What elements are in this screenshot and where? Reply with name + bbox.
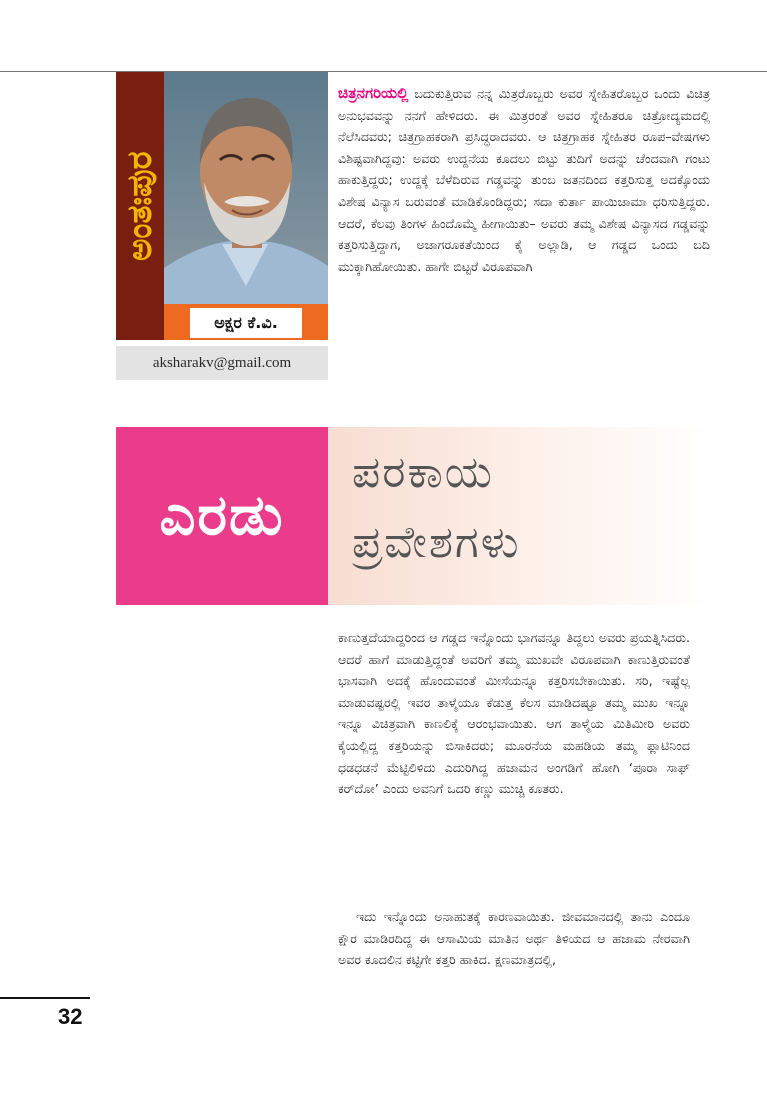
footer-rule	[0, 997, 90, 999]
intro-lead-word: ಚಿತ್ರನಗರಿಯಲ್ಲಿ	[338, 84, 409, 102]
intro-text: ಬದುಕುತ್ತಿರುವ ನನ್ನ ಮಿತ್ರರೊಬ್ಬರು ಅವರ ಸ್ನೇಹಿತರೊಬ್ಬರ ಒಂದು ವಿಚಿತ್ರ ಅನುಭವವನ್ನು ನನಗೆ ಹೇಳಿದರು. ಈ ಮಿತ್ರರಂತೆ ಅವರ ಸ್ನೇಹಿತರೂ ಚಿತ್ರೋದ್ಯಮದಲ್ಲಿ ನೆಲೆಸಿದವರು; ಚಿತ್ರಗ್ರಾಹಕರಾಗಿ ಪ್ರಸಿದ್ಧರಾದವರು. ಆ ಚಿತ್ರಗ್ರಾಹಕ ಸ್ನೇಹಿತರ ರೂಪ–ವೇಷಗಳು ವಿಶಿಷ್ಟವಾಗಿದ್ದವು: ಅವರು ಉದ್ದನೆಯ ಕೂದಲು ಬಿಟ್ಟು ತುದಿಗೆ ಅದನ್ನು ಚೆಂದವಾಗಿ ಗಂಟು ಹಾಕುತ್ತಿದ್ದರು; ಉದ್ದಕ್ಕೆ ಬೆಳೆದಿರುವ ಗಡ್ಡವನ್ನು ತುಂಬ ಜತನದಿಂದ ಕತ್ತರಿಸುತ್ತ ಅದಕ್ಕೊಂದು ವಿಶೇಷ ವಿನ್ಯಾಸ ಬರುವಂತೆ ಮಾಡಿಕೊಂಡಿದ್ದರು; ಸದಾ ಕುರ್ತಾ ಪಾಯಿಜಾಮಾ ಧರಿಸುತ್ತಿದ್ದರು. ಆದರೆ, ಕೆಲವು ತಿಂಗಳ ಹಿಂದೊಮ್ಮೆ ಹೀಗಾಯಿತು– ಅವರು ತಮ್ಮ ವಿಶೇಷ ವಿನ್ಯಾಸದ ಗಡ್ಡವನ್ನು ಕತ್ತರಿಸುತ್ತಿದ್ದಾಗ, ಅಜಾಗರೂಕತೆಯಿಂದ ಕೈ ಅಲ್ಲಾಡಿ, ಆ ಗಡ್ಡದ ಒಂದು ಬದಿ ಮುಕ್ಕಾಗಿಹೋಯಿತು. ಹಾಗೇ ಬಿಟ್ಟರೆ ವಿರೂಪವಾಗಿ	[338, 86, 710, 274]
second-paragraph: ಇದು ಇನ್ನೊಂದು ಅನಾಹುತಕ್ಕೆ ಕಾರಣವಾಯಿತು. ಜೀವಮಾನದಲ್ಲಿ ತಾನು ಎಂದೂ ಕ್ಷೌರ ಮಾಡಿರದಿದ್ದ ಈ ಆಸಾಮಿಯ ಮಾತಿನ ಅರ್ಥ ತಿಳಿಯದ ಆ ಹಜಾಮ ನೇರವಾಗಿ ಅವರ ಕೂದಲಿನ ಕಟ್ಟಿಗೇ ಕತ್ತರಿ ಹಾಕಿದ. ಕ್ಷಣಮಾತ್ರದಲ್ಲಿ,	[338, 909, 690, 968]
intro-paragraph	[338, 83, 710, 277]
author-email[interactable]: aksharakv@gmail.com	[116, 346, 328, 380]
page-number: 32	[58, 1004, 83, 1029]
headline-title-line-2: ಪ್ರವೇಶಗಳು	[352, 517, 521, 568]
column-name-strip	[116, 72, 164, 340]
headline-kicker: ಎರಡು	[159, 483, 285, 548]
headline-kicker-box	[116, 427, 328, 605]
column-name: ಅಂತಃಪುರ	[120, 151, 160, 261]
author-name-bar	[164, 304, 328, 340]
author-photo	[164, 72, 328, 304]
headline-title-line-1: ಪರಕಾಯ	[352, 447, 494, 498]
headline-band	[116, 427, 710, 605]
author-name: ಅಕ್ಷರ ಕೆ.ವಿ.	[190, 308, 302, 338]
author-portrait-illustration	[164, 72, 328, 304]
headline-title-box	[328, 427, 710, 605]
continuation-paragraph: ಕಾಣುತ್ತದೆಯಾದ್ದರಿಂದ ಆ ಗಡ್ಡದ ಇನ್ನೊಂದು ಭಾಗವನ್ನೂ ತಿದ್ದಲು ಅವರು ಪ್ರಯತ್ನಿಸಿದರು. ಆದರೆ ಹಾಗೆ ಮಾಡುತ್ತಿದ್ದಂತೆ ಅವರಿಗೆ ತಮ್ಮ ಮುಖವೇ ವಿರೂಪವಾಗಿ ಕಾಣುತ್ತಿರುವಂತೆ ಭಾಸವಾಗಿ ಅದಕ್ಕೆ ಹೊಂದುವಂತೆ ಮೀಸೆಯನ್ನೂ ಕತ್ತರಿಸಬೇಕಾಯಿತು. ಸರಿ, ಇಷ್ಟೆಲ್ಲ ಮಾಡುವಷ್ಟರಲ್ಲಿ ಇವರ ತಾಳ್ಮೆಯೂ ಕೆಡುತ್ತ ಕೆಲಸ ಮಾಡಿದಷ್ಟೂ ತಮ್ಮ ಮುಖ ಇನ್ನೂ ಇನ್ನೂ ವಿಚಿತ್ರವಾಗಿ ಕಾಣಲಿಕ್ಕೆ ಆರಂಭವಾಯಿತು. ಆಗ ತಾಳ್ಮೆಯ ಮಿತಿಮೀರಿ ಅವರು ಕೈಯಲ್ಲಿದ್ದ ಕತ್ತರಿಯನ್ನು ಬಿಸಾಕಿದರು; ಮೂರನೆಯ ಮಹಡಿಯ ತಮ್ಮ ಫ್ಲಾಟಿನಿಂದ ಧಡಧಡನೆ ಮೆಟ್ಟಿಲಿಳಿದು ಎದುರಿಗಿದ್ದ ಹಜಾಮನ ಅಂಗಡಿಗೆ ಹೋಗಿ ‘ಪೂರಾ ಸಾಫ್ ಕರ್‌ದೋ’ ಎಂದು ಅವನಿಗೆ ಒದರಿ ಕಣ್ಣು ಮುಚ್ಚಿ ಕೂತರು.	[338, 630, 690, 797]
column-banner	[116, 72, 328, 342]
